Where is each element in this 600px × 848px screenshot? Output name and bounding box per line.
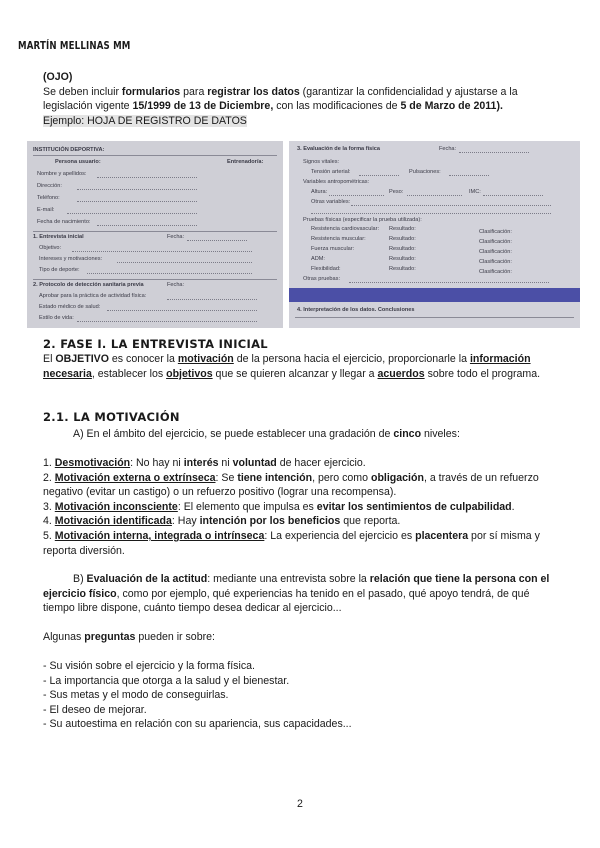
- author-header: MARTÍN MELLINAS MM: [18, 40, 131, 52]
- note-paragraph: Se deben incluir formularios para registrar los datos (garantizar la confidencialidad y ajustarse a la legislación vigente 15/1999 de 13 de Diciembre, con las modificaciones de 5 de Marzo de 2011).: [43, 85, 518, 113]
- note-label: (OJO): [43, 71, 73, 83]
- questions-list: [43, 659, 563, 732]
- form-color-band: [289, 288, 580, 302]
- motivation-levels-list: [43, 456, 563, 558]
- section2-paragraph: El OBJETIVO es conocer la motivación de la persona hacia el ejercicio, proporcionarle la información necesaria, establecer los objetivos que se quieren alcanzar y llegar a acuerdos sobre todo el programa.: [43, 353, 541, 380]
- list-item: 3. Motivación inconsciente: El elemento que impulsa es evitar los sentimientos de culpabilidad.: [43, 500, 515, 513]
- list-item: 1. Desmotivación: No hay ni interés ni voluntad de hacer ejercicio.: [43, 457, 366, 469]
- list-item: 5. Motivación interna, integrada o intrínseca: La experiencia del ejercicio es placentera por sí misma y reporta diversión.: [43, 529, 540, 557]
- page-number: 2: [297, 798, 303, 810]
- registration-form-photo-left: INSTITUCIÓN DEPORTIVA: Persona usuario: Entrenador/a: Nombre y apellidos: Dirección: Teléfono: E-mail: Fecha de nacimiento: 1. Entrevista inicial Fecha: Objetivo: Intereses y motivaciones: Tipo de deporte: 2. Protocolo de detección sanitaria previa Fecha: Aprobar para la práctica de actividad física: Estado médico de salud: Estilo de vida:: [27, 141, 283, 328]
- list-item: - Su visión sobre el ejercicio y la forma física.: [43, 660, 255, 672]
- questions-intro: Algunas preguntas pueden ir sobre:: [43, 631, 215, 643]
- section-title-motivacion: 2.1. LA MOTIVACIÓN: [43, 410, 180, 424]
- list-item: - El deseo de mejorar.: [43, 703, 147, 716]
- list-item: 4. Motivación identificada: Hay intención por los beneficios que reporta.: [43, 515, 401, 528]
- list-item: 2. Motivación externa o extrínseca: Se tiene intención, pero como obligación, a través de un refuerzo negativo (evitar un castigo) o un refuerzo positivo (lograr una recompensa).: [43, 471, 539, 499]
- example-label: Ejemplo: HOJA DE REGISTRO DE DATOS: [43, 114, 247, 127]
- list-item: - La importancia que otorga a la salud y el bienestar.: [43, 674, 290, 687]
- list-item: - Sus metas y el modo de conseguirlas.: [43, 689, 229, 702]
- list-item: - Su autoestima en relación con su apariencia, sus capacidades...: [43, 718, 352, 731]
- registration-form-photo-right: 3. Evaluación de la forma física Fecha: Signos vitales: Tensión arterial: Pulsaciones: Variables antropométricas: Altura: Peso: IMC: Otras variables: Pruebas físicas (especificar la prueba utilizada): Resistencia cardiovascular: Resultado: Clasificación: Resistencia muscular: Resultado: Clasificación: Fuerza muscular: Resultado: Clasificación: ADM: Resultado: Clasificación: Flexibilidad: Resultado: Clasificación: Otras pruebas: 4. Interpretación de los datos. Conclusiones: [289, 141, 580, 328]
- attitude-paragraph: B) Evaluación de la actitud: mediante una entrevista sobre la relación que tiene la persona con el ejercicio físico, como por ejemplo, qué experiencias ha tenido en el pasado, qué apoyo tendrá, de qué tiempo libre dispone, cuánto tiempo desea dedicar al ejercicio...: [43, 573, 550, 615]
- levels-intro: A) En el ámbito del ejercicio, se puede establecer una gradación de cinco niveles:: [73, 428, 460, 440]
- section-title-fase1: 2. FASE I. LA ENTREVISTA INICIAL: [43, 337, 268, 351]
- note-block: [43, 70, 563, 128]
